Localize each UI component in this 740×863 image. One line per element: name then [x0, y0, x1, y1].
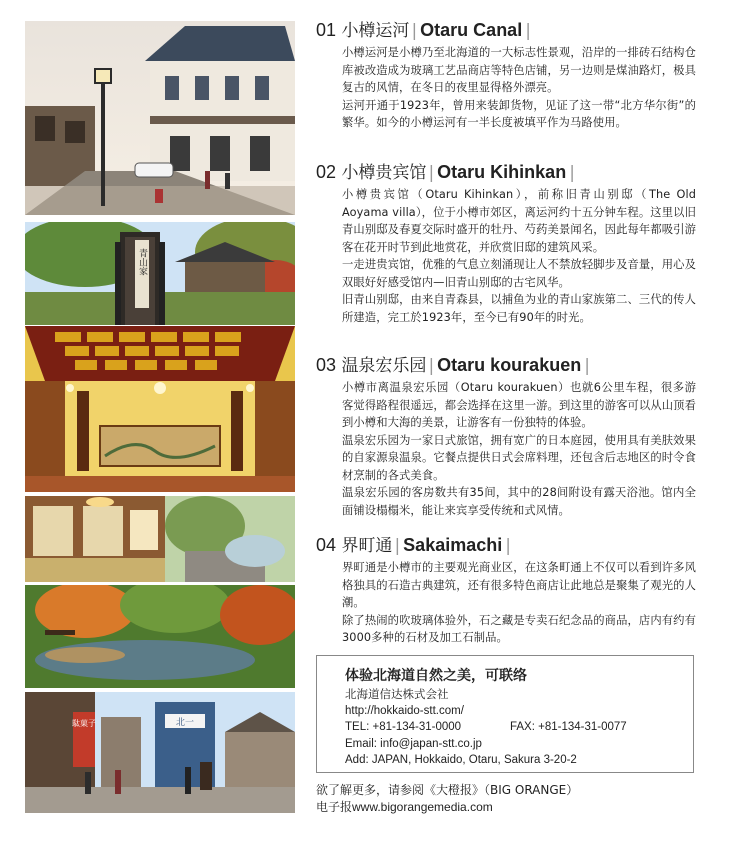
- contact-website-link[interactable]: http://hokkaido-stt.com/: [345, 704, 464, 717]
- title-divider: |: [428, 356, 435, 376]
- section-title-cn: 温泉宏乐园: [341, 356, 427, 376]
- contact-phone: TEL: +81-134-31-0000: [345, 721, 462, 733]
- section-number: 04: [316, 535, 337, 555]
- shop-sign-text-1: 駄菓子: [72, 719, 96, 728]
- body-paragraph: 界町通是小樽市的主要观光商业区，在这条町通上不仅可以看到许多风格独具的石造古典建筑，还有很多特色商店让此地总是聚集了观光的人潮。: [342, 561, 696, 609]
- title-divider: |: [584, 356, 590, 376]
- title-divider: |: [394, 536, 401, 556]
- section-body: [316, 44, 696, 132]
- contact-headline: 体验北海道自然之美，可联络: [345, 668, 527, 684]
- section-title: [316, 161, 696, 184]
- contact-phone-fax: [345, 719, 693, 736]
- section-title: [316, 534, 696, 557]
- section-title-cn: 小樽运河: [341, 21, 410, 41]
- title-divider: |: [525, 21, 531, 41]
- section-body: [316, 379, 696, 519]
- body-paragraph: 小樽运河是小樽乃至北海道的一大标志性景观，沿岸的一排砖石结构仓库被改造成为玻璃工艺品商店等特色店铺，另一边则是煤油路灯，极具复古的风情，在冬日的夜里显得格外漂亮。: [342, 46, 696, 94]
- photo-otaru-canal-street: [25, 21, 295, 215]
- shop-sign-text-2: 北一: [175, 718, 195, 728]
- body-paragraph: 运河开通于1923年，曾用来装卸货物，见证了这一带“北方华尔街”的繁华。如今的小樽运河有一半长度被填平作为马路使用。: [342, 98, 696, 129]
- contact-company: 北海道信达株式会社: [345, 687, 449, 701]
- section-title: [316, 19, 696, 42]
- photo-kourakuen-hall: [25, 326, 295, 492]
- kihinkan-plaque-text: 青山家: [137, 248, 147, 276]
- contact-address: Add: JAPAN, Hokkaido, Otaru, Sakura 3-20-2: [345, 754, 577, 766]
- body-paragraph: 温泉宏乐园的客房数共有35间，其中的28间附设有露天浴池。馆内全面铺设榻榻米，能让来宾享受传统和式风情。: [342, 486, 696, 517]
- section-title-en: Otaru Canal: [420, 20, 523, 40]
- body-paragraph: 除了热闹的吹玻璃体验外，石之藏是专卖石纪念品的商品，店内有约有3000多种的石材及加工石制品。: [342, 613, 696, 644]
- body-paragraph: 温泉宏乐园为一家日式旅馆，拥有宽广的日本庭园，使用具有美肤效果的自家源泉温泉。它餐点提供日式会席料理，还包含后志地区的时令食材烹制的各式美食。: [342, 433, 696, 482]
- photo-kihinkan-gate: [25, 222, 295, 325]
- section-sakaimachi: [316, 534, 696, 647]
- title-divider: |: [569, 163, 575, 183]
- section-body: [316, 559, 696, 647]
- photo-kourakuen-garden-pond: [25, 585, 295, 688]
- section-number: 01: [316, 20, 337, 40]
- body-paragraph: 小樽市离温泉宏乐园（Otaru kourakuen）也就6公里车程，很多游客觉得路程很遥远，都会选择在这里一游。到这里的游客可以从山顶看到小樽和大海的美景，让游客有一份独特的体验。: [342, 381, 696, 429]
- footer-line-more: 欲了解更多，请参阅《大橙报》（BIG ORANGE）: [316, 783, 579, 797]
- body-paragraph: 一走进贵宾馆，优雅的气息立刻涌现让人不禁放轻脚步及音量，用心及双眼好好感受馆内—旧青山别邸的古宅风华。: [342, 258, 696, 289]
- footer-note: [316, 782, 578, 816]
- section-body: [316, 186, 696, 326]
- section-otaru-kihinkan: [316, 161, 696, 326]
- section-title-en: Otaru kourakuen: [437, 355, 582, 375]
- title-divider: |: [428, 163, 435, 183]
- contact-email-link[interactable]: Email: info@japan-stt.co.jp: [345, 737, 482, 750]
- section-title: [316, 354, 696, 377]
- contact-box: [316, 655, 694, 773]
- section-number: 03: [316, 355, 337, 375]
- section-number: 02: [316, 162, 337, 182]
- section-otaru-canal: [316, 19, 696, 132]
- photo-sakaimachi-street: [25, 692, 295, 813]
- footer-newsletter-link[interactable]: 电子报www.bigorangemedia.com: [316, 800, 493, 814]
- section-otaru-kourakuen: [316, 354, 696, 519]
- body-paragraph: 旧青山别邸，由来自青森县，以捕鱼为业的青山家族第二、三代的传人所建造，完工於1923年，至今已有90年的时光。: [342, 293, 696, 324]
- body-paragraph: 小樽贵宾馆（Otaru Kihinkan），前称旧青山别邸（The Old Aoyama villa），位于小樽市郊区，离运河约十五分钟车程。这里以旧青山别邸及春夏交际时盛开的牡丹、芍药美景闻名，因此每年都吸引游客在花开时节到此地赏花，并欣赏旧邸的建筑风采。: [342, 188, 696, 254]
- photo-kourakuen-room-garden: [25, 496, 295, 582]
- section-title-en: Sakaimachi: [403, 535, 503, 555]
- title-divider: |: [411, 21, 418, 41]
- section-title-cn: 小樽贵宾馆: [341, 163, 427, 183]
- title-divider: |: [505, 536, 511, 556]
- contact-fax: FAX: +81-134-31-0077: [510, 721, 627, 733]
- section-title-cn: 界町通: [341, 536, 393, 556]
- section-title-en: Otaru Kihinkan: [437, 162, 567, 182]
